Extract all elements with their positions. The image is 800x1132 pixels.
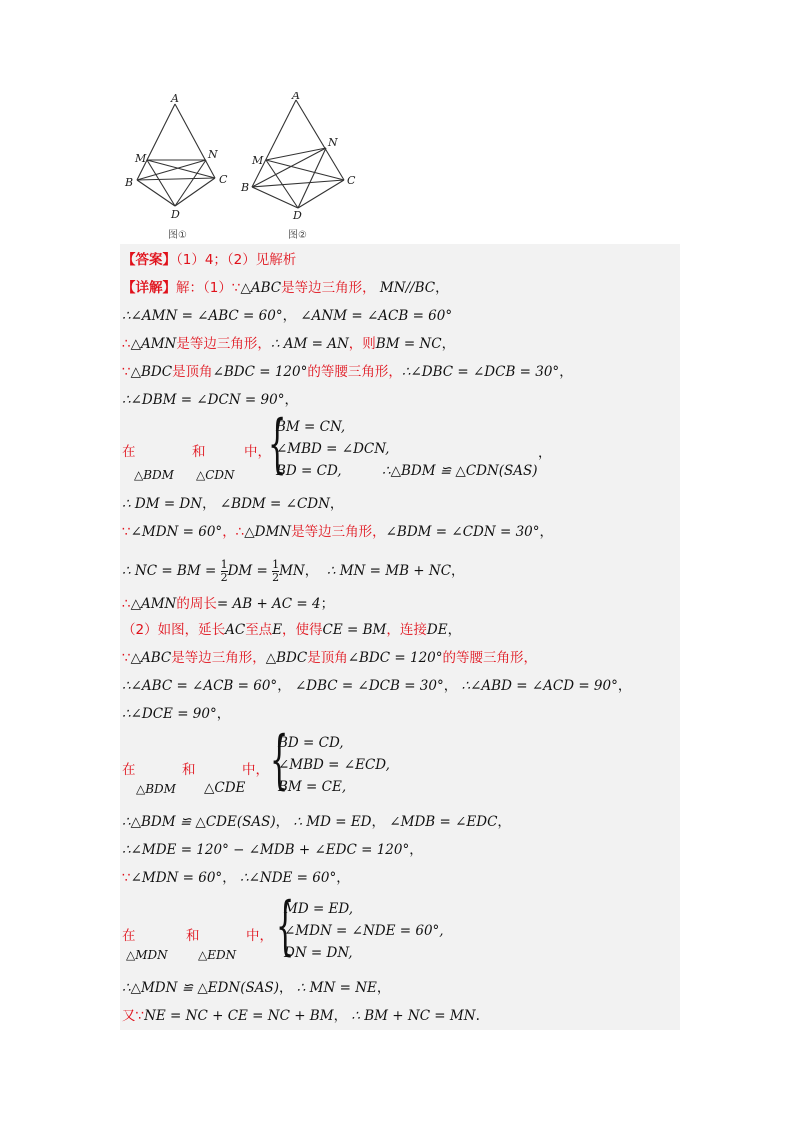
l12-tri2: △BDC [265,650,308,666]
l4-sep: ，则 [348,336,376,352]
l12-ang: ∠BDC = 120° [347,650,443,666]
sys1-w3: 中， [244,444,271,460]
line-12 [122,648,537,668]
l19-end: . [475,1008,480,1024]
detail-mid: 是等边三角形， [281,280,376,296]
l8-math: ∠MDN = 60° [130,524,223,540]
l10-end: ； [320,596,335,612]
l5-end: ， [559,364,573,380]
sys3-eq-3: DN = DN, [284,945,353,961]
sys1-brace: { [268,407,287,481]
sys1-w2: 和 [192,444,206,460]
l7-math: ∴ DM = DN [122,496,203,512]
l8-sep: ，∴ [222,524,245,540]
l11-t4: ，连接 [386,622,427,638]
line-14 [122,704,230,724]
l10-math: = AB + AC = 4 [216,596,321,612]
l18-math2: ∴ MN = NE [296,980,377,996]
sys2-w1: 在 [122,762,136,778]
figure-2 [240,92,370,242]
l5-mid2: 的等腰三角形， [307,364,402,380]
figure-area [120,92,680,244]
l12-mid: 是等边三角形， [171,650,266,666]
sys1-eq-1: BM = CN, [276,419,346,435]
l17-pre: ∵ [122,870,131,886]
l11-m4: DE [426,622,448,638]
l12-mid2: 是顶角 [307,650,348,666]
sys1-t1: △BDM [134,468,174,482]
l11-m1: AC [225,622,246,638]
line-13 [122,676,631,696]
l11-m3: CE = BM [322,622,387,638]
line-19 [122,1006,480,1026]
l6-math: ∴∠DBM = ∠DCN = 90° [122,392,285,408]
l9-fraction-1 [221,559,228,584]
l17-end: ， [336,870,350,886]
l8-mid: 是等边三角形， [291,524,386,540]
sys1-conclusion: ∴△BDM ≌ △CDN(SAS) [382,463,538,479]
l12-tri: △ABC [130,650,172,666]
detail-par: MN//BC [379,280,436,296]
sys2-eq-3: BM = CE, [278,779,347,795]
l9-math3: ∴ MN = MB + NC [326,563,452,579]
l7-end: ， [329,496,344,512]
l13-end: ， [617,678,632,694]
l3-math: ∴∠AMN = ∠ABC = 60° [122,308,283,324]
answer-tag: 【答案】 [122,252,176,268]
line-18 [122,978,390,998]
l7-sep: ， [202,496,216,512]
l8-pre: ∵ [122,524,131,540]
line-16 [122,840,423,860]
l15-sep: ， [275,814,290,830]
l9-math: ∴ NC = BM = [122,563,221,579]
l17-sep: ， [222,870,236,886]
figure-1 [120,92,250,242]
sys2-t2: △CDE [204,780,246,796]
sys3-t2: △EDN [198,948,237,962]
sys3-w1: 在 [122,928,136,944]
line-4 [122,334,455,354]
detail-end: ， [435,280,449,296]
sys1-w1: 在 [122,444,136,460]
l13-sep2: ， [443,678,458,694]
l13-sep: ， [277,678,291,694]
line-7 [122,494,343,514]
l14-end: ， [216,706,231,722]
l3-math2: ∠ANM = ∠ACB = 60° [300,308,453,324]
sys2-w2: 和 [182,762,196,778]
line-3 [122,306,452,326]
l6-end: ， [284,392,298,408]
sys2-eq-1: BD = CD, [278,735,344,751]
line-15 [122,812,511,832]
l13-math: ∴∠ABC = ∠ACB = 60° [122,678,278,694]
l13-math3: ∴∠ABD = ∠ACD = 90° [461,678,618,694]
l8-math2: ∠BDM = ∠CDN = 30° [385,524,540,540]
sys3-w2: 和 [186,928,200,944]
l4-pre: ∴ [122,336,131,352]
sys3-brace: { [276,889,295,963]
l19-pre: 又∵ [122,1008,145,1024]
sys1-eq-2: ∠MBD = ∠DCN, [276,441,390,457]
l19-sep: ， [333,1008,348,1024]
fig1-label-d: D [171,208,180,221]
l4-mid: 是等边三角形， [176,336,271,352]
fig2-label-b: B [241,181,250,194]
l11-m2: E [272,622,283,638]
l16-math: ∴∠MDE = 120° − ∠MDB + ∠EDC = 120° [122,842,410,858]
l15-math2: ∴ MD = ED [293,814,372,830]
answer-text: （1）4；（2）见解析 [176,252,297,268]
sys3-t1: △MDN [126,948,168,962]
l4-math: ∴ AM = AN [270,336,349,352]
figure-1-diagram [120,92,250,242]
line-9 [122,558,465,584]
fig2-label-a: A [292,92,300,102]
l19-math: NE = NC + CE = NC + BM [144,1008,334,1024]
l5-ang: ∠BDC = 120° [212,364,308,380]
sys2-t1: △BDM [136,782,176,796]
l12-pre: ∵ [122,650,131,666]
l5-pre: ∵ [122,364,131,380]
detail-tag: 【详解】 [122,280,176,296]
l9-m3: MN [279,563,305,579]
sys1-eq-3: BD = CD, [276,463,342,479]
line-10 [122,594,334,614]
fig1-label-m: M [135,152,147,165]
l4-end: ， [441,336,456,352]
figure-2-diagram [240,92,370,242]
l15-math: ∴△BDM ≌ △CDE(SAS) [122,814,276,830]
l11-t3: ，使得 [282,622,323,638]
solution-block [120,244,680,1030]
l10-pre: ∴ [122,596,131,612]
l9-m2: DM = [227,563,273,579]
sys1-t2: △CDN [196,468,235,482]
detail-line [122,278,449,298]
l9-frac1-den: 2 [220,571,228,584]
l9-frac2-num: 1 [272,558,280,571]
l13-math2: ∠DBC = ∠DCB = 30° [294,678,444,694]
line-11 [122,620,461,640]
fig2-label-m: M [252,154,264,167]
fig1-label-b: B [125,176,134,189]
l17-math2: ∴∠NDE = 60° [239,870,337,886]
l19-math2: ∴ BM + NC = MN [351,1008,476,1024]
figure-2-caption: 图② [288,230,307,241]
l8-tri: △DMN [244,524,292,540]
detail-tri: △ABC [240,280,282,296]
figure-1-caption: 图① [168,230,187,241]
l7-math2: ∠BDM = ∠CDN [219,496,330,512]
l18-sep: ， [278,980,293,996]
l12-mid3: 的等腰三角形， [442,650,537,666]
line-5 [122,362,573,382]
l4-tri: △AMN [130,336,177,352]
l11-end: ， [447,622,462,638]
l9-end: ， [451,563,465,579]
l9-sep: ， [304,563,319,579]
l17-math: ∠MDN = 60° [130,870,223,886]
fig2-label-n: N [328,136,338,149]
fig1-label-c: C [219,173,228,186]
fig2-label-c: C [347,174,356,187]
line-17 [122,868,350,888]
l5-math: ∴∠DBC = ∠DCB = 30° [401,364,560,380]
sys2-eq-2: ∠MBD = ∠ECD, [278,757,390,773]
l11-t2: 至点 [245,622,273,638]
l3-sep: ， [282,308,297,324]
sys1-comma: ， [538,445,552,461]
fig1-label-n: N [208,148,218,161]
l14-math: ∴∠DCE = 90° [122,706,217,722]
sys3-w3: 中， [246,928,273,944]
l15-math3: ∠MDB = ∠EDC [389,814,498,830]
l9-frac2-den: 2 [272,571,280,584]
l10-tri: △AMN [130,596,177,612]
l5-mid: 是顶角 [172,364,213,380]
sys3-eq-1: MD = ED, [284,901,354,917]
l4-math2: BM = NC [375,336,442,352]
l18-end: ， [376,980,391,996]
sys2-w3: 中， [242,762,269,778]
l15-sep2: ， [371,814,386,830]
l5-tri: △BDC [130,364,173,380]
answer-line [122,250,296,270]
l11-text: （2）如图，延长 [122,622,226,638]
l18-math: ∴△MDN ≌ △EDN(SAS) [122,980,279,996]
l15-end: ， [497,814,511,830]
l9-frac1-num: 1 [220,558,228,571]
sys2-brace: { [270,723,289,797]
line-8 [122,522,553,542]
fig1-label-a: A [171,92,179,105]
l10-mid: 的周长 [176,596,217,612]
l16-end: ， [409,842,423,858]
l8-end: ， [539,524,553,540]
detail-intro: 解：（1）∵ [176,280,241,296]
fig2-label-d: D [293,209,302,222]
sys3-eq-2: ∠MDN = ∠NDE = 60°, [284,923,444,939]
